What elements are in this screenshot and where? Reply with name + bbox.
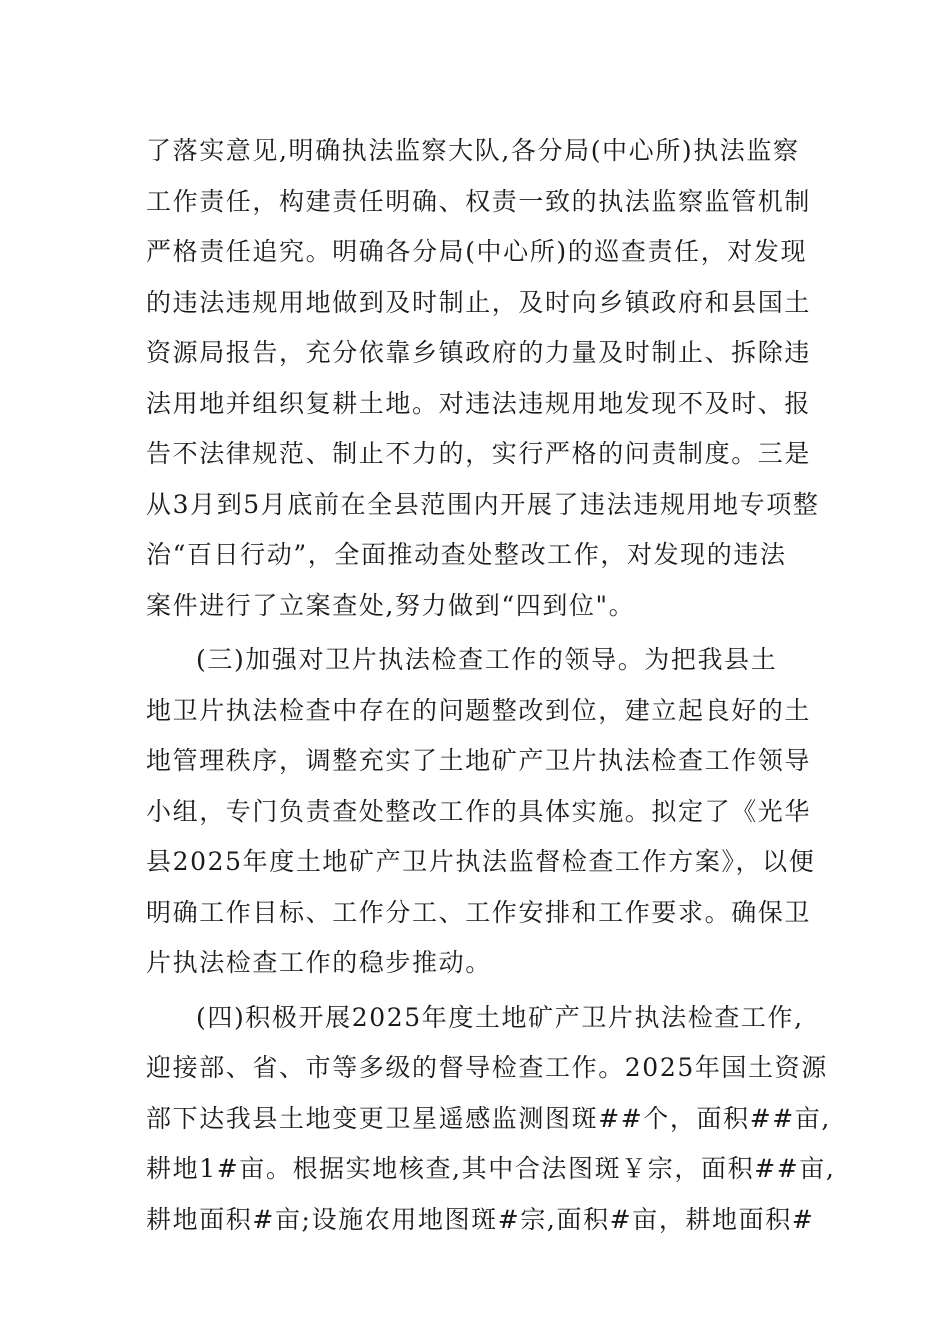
text-line: 耕地1#亩。根据实地核查,其中合法图斑￥宗，面积##亩, — [146, 1154, 836, 1183]
text-line: 小组，专门负责查处整改工作的具体实施。拟定了《光华 — [146, 796, 812, 826]
text-line: 片执法检查工作的稳步推动。 — [146, 948, 492, 977]
paragraph-3 — [146, 993, 836, 1246]
text-line: 法用地并组织复耕土地。对违法违规用地发现不及时、报 — [146, 388, 812, 418]
text-line: 告不法律规范、制止不力的，实行严格的问责制度。三是 — [146, 439, 812, 468]
text-line: 耕地面积#亩;设施农用地图斑#宗,面积#亩，耕地面积# — [146, 1204, 815, 1234]
text-line: 地卫片执法检查中存在的问题整改到位，建立起良好的土 — [146, 695, 812, 725]
text-line: 地管理秩序，调整充实了土地矿产卫片执法检查工作领导 — [146, 746, 812, 775]
text-line: 的违法违规用地做到及时制止，及时向乡镇政府和县国土 — [146, 287, 812, 317]
text-line: 工作责任，构建责任明确、权责一致的执法监察监管机制 — [146, 186, 812, 216]
text-line: 严格责任追究。明确各分局(中心所)的巡查责任，对发现 — [146, 237, 808, 266]
text-line: (三)加强对卫片执法检查工作的领导。为把我县土 — [196, 645, 778, 674]
document-body — [146, 126, 836, 1245]
text-line: (四)积极开展2025年度土地矿产卫片执法检查工作, — [196, 1002, 804, 1032]
text-line: 明确工作目标、工作分工、工作安排和工作要求。确保卫 — [146, 897, 812, 927]
paragraph-2 — [146, 635, 818, 989]
text-line: 了落实意见,明确执法监察大队,各分局(中心所)执法监察 — [146, 136, 800, 165]
text-line: 县2025年度土地矿产卫片执法监督检查工作方案》，以便 — [146, 847, 816, 876]
paragraph-1 — [146, 126, 818, 631]
text-line: 部下达我县土地变更卫星遥感监测图斑##个，面积##亩, — [146, 1103, 831, 1133]
text-line: 案件进行了立案查处,努力做到“四到位"。 — [146, 590, 636, 620]
text-line: 治“百日行动”，全面推动查处整改工作，对发现的违法 — [146, 540, 787, 569]
text-line: 资源局报告，充分依靠乡镇政府的力量及时制止、拆除违 — [146, 338, 812, 367]
text-line: 迎接部、省、市等多级的督导检查工作。2025年国土资源 — [146, 1053, 828, 1082]
text-line: 从3月到5月底前在全县范围内开展了违法违规用地专项整 — [146, 489, 820, 519]
